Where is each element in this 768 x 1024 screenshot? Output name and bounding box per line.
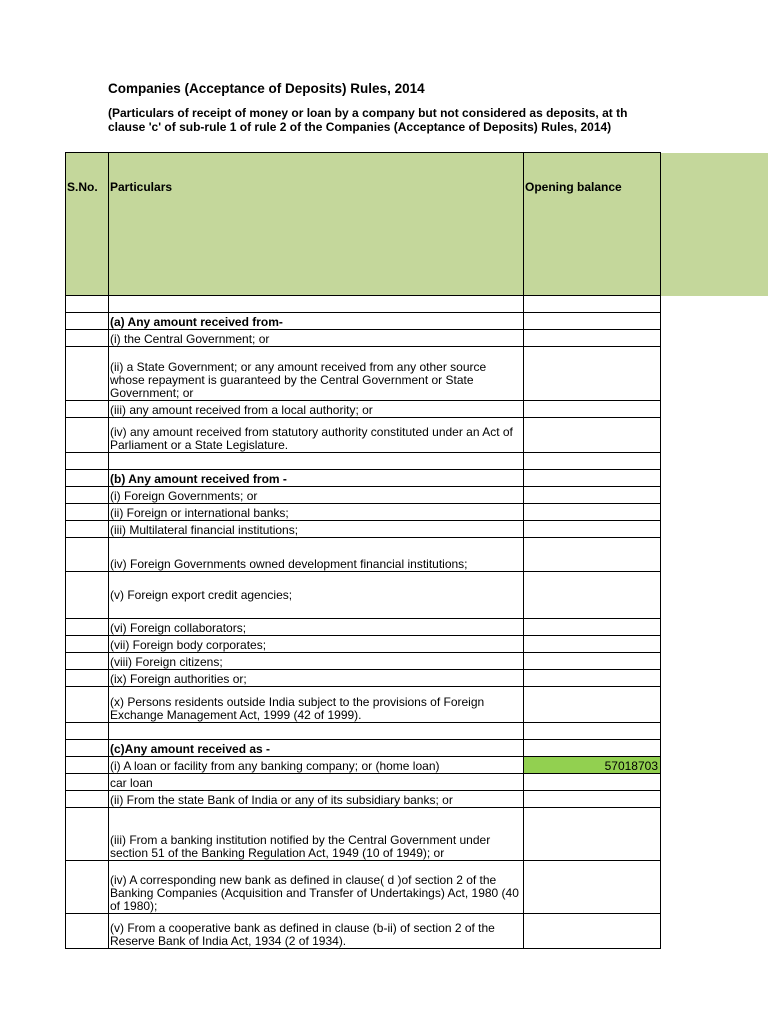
particulars-cell[interactable]: (v) Foreign export credit agencies; (109, 572, 524, 619)
particulars-cell[interactable]: car loan (109, 774, 524, 791)
particulars-cell[interactable]: (ii) Foreign or international banks; (109, 504, 524, 521)
particulars-header-cell[interactable] (109, 153, 524, 296)
table-row (66, 619, 661, 636)
opening-balance-cell[interactable] (524, 313, 661, 330)
sno-cell[interactable] (66, 330, 109, 347)
opening-balance-cell[interactable] (524, 740, 661, 757)
particulars-cell[interactable]: (iii) From a banking institution notified by the Central Government under section 51 of the Banking Regulation Act, 1949 (10 of 1949); or (109, 808, 524, 861)
opening-balance-cell[interactable] (524, 487, 661, 504)
particulars-cell[interactable]: (ii) a State Government; or any amount received from any other source whose repayment is guaranteed by the Central Government or State Government; or (109, 347, 524, 401)
particulars-cell[interactable]: (iv) any amount received from statutory authority constituted under an Act of Parliament or a State Legislature. (109, 418, 524, 453)
opening-balance-cell[interactable] (524, 653, 661, 670)
opening-balance-cell[interactable] (524, 330, 661, 347)
opening-balance-cell[interactable] (524, 453, 661, 470)
sno-cell[interactable] (66, 723, 109, 740)
particulars-cell[interactable]: (b) Any amount received from - (109, 470, 524, 487)
sno-cell[interactable] (66, 401, 109, 418)
table-row (66, 521, 661, 538)
opening-balance-cell[interactable] (524, 470, 661, 487)
sno-header-cell[interactable] (66, 153, 109, 296)
sno-cell[interactable] (66, 636, 109, 653)
particulars-cell[interactable]: (ix) Foreign authorities or; (109, 670, 524, 687)
deposits-table (65, 152, 661, 949)
opening-balance-cell[interactable]: 57018703 (524, 757, 661, 774)
table-row (66, 347, 661, 401)
opening-balance-cell[interactable] (524, 504, 661, 521)
particulars-cell[interactable]: (iii) Multilateral financial institutions; (109, 521, 524, 538)
particulars-cell[interactable]: (i) Foreign Governments; or (109, 487, 524, 504)
particulars-cell[interactable] (109, 723, 524, 740)
table-row (66, 636, 661, 653)
particulars-cell[interactable]: (x) Persons residents outside India subject to the provisions of Foreign Exchange Management Act, 1999 (42 of 1999). (109, 687, 524, 723)
particulars-cell[interactable]: (viii) Foreign citizens; (109, 653, 524, 670)
particulars-cell[interactable]: (vii) Foreign body corporates; (109, 636, 524, 653)
table-row (66, 453, 661, 470)
opening-balance-cell[interactable] (524, 861, 661, 914)
table-row (66, 757, 661, 774)
opening-balance-cell[interactable] (524, 619, 661, 636)
opening-balance-cell[interactable] (524, 572, 661, 619)
opening-balance-cell[interactable] (524, 791, 661, 808)
table-row (66, 538, 661, 572)
sno-cell[interactable] (66, 619, 109, 636)
table-row (66, 418, 661, 453)
sno-cell[interactable] (66, 470, 109, 487)
subtitle-line-1: (Particulars of receipt of money or loan by a company but not considered as deposits, at th (108, 106, 628, 120)
table-row (66, 670, 661, 687)
sno-cell[interactable] (66, 572, 109, 619)
table-row (66, 313, 661, 330)
table-row (66, 296, 661, 313)
opening-balance-cell[interactable] (524, 774, 661, 791)
sno-cell[interactable] (66, 487, 109, 504)
opening-balance-header: Opening balance (525, 180, 622, 194)
table-row (66, 330, 661, 347)
particulars-cell[interactable] (109, 296, 524, 313)
spreadsheet-grid (65, 152, 658, 952)
particulars-header: Particulars (110, 180, 173, 194)
table-row (66, 504, 661, 521)
sno-cell[interactable] (66, 774, 109, 791)
opening-balance-cell[interactable] (524, 670, 661, 687)
particulars-cell[interactable] (109, 453, 524, 470)
sno-header: S.No. (67, 180, 98, 194)
document-subtitle (108, 106, 638, 134)
opening-balance-header-cell[interactable] (524, 153, 661, 296)
sno-cell[interactable] (66, 757, 109, 774)
table-row (66, 401, 661, 418)
particulars-cell[interactable]: (vi) Foreign collaborators; (109, 619, 524, 636)
opening-balance-cell[interactable] (524, 914, 661, 949)
sno-cell[interactable] (66, 418, 109, 453)
particulars-cell[interactable]: (i) A loan or facility from any banking company; or (home loan) (109, 757, 524, 774)
table-row (66, 653, 661, 670)
opening-balance-cell[interactable] (524, 347, 661, 401)
opening-balance-cell[interactable] (524, 296, 661, 313)
sno-cell[interactable] (66, 791, 109, 808)
table-row (66, 470, 661, 487)
particulars-cell[interactable]: (iv) A corresponding new bank as defined in clause( d )of section 2 of the Banking Companies (Acquisition and Transfer of Undertakings) Act, 1980 (40 of 1980); (109, 861, 524, 914)
table-row (66, 487, 661, 504)
sno-cell[interactable] (66, 740, 109, 757)
opening-balance-cell[interactable] (524, 687, 661, 723)
sno-cell[interactable] (66, 453, 109, 470)
table-row (66, 687, 661, 723)
table-row (66, 808, 661, 861)
sno-cell[interactable] (66, 313, 109, 330)
opening-balance-cell[interactable] (524, 401, 661, 418)
opening-balance-cell[interactable] (524, 521, 661, 538)
subtitle-line-2: clause 'c' of sub-rule 1 of rule 2 of the Companies (Acceptance of Deposits) Rules, 2014) (108, 120, 612, 134)
sno-cell[interactable] (66, 687, 109, 723)
sno-cell[interactable] (66, 296, 109, 313)
table-row (66, 740, 661, 757)
sno-cell[interactable] (66, 670, 109, 687)
table-row (66, 791, 661, 808)
particulars-cell[interactable]: (a) Any amount received from- (109, 313, 524, 330)
header-row (66, 153, 661, 296)
table-row (66, 572, 661, 619)
sno-cell[interactable] (66, 347, 109, 401)
sno-cell[interactable] (66, 538, 109, 572)
opening-balance-cell[interactable] (524, 723, 661, 740)
sno-cell[interactable] (66, 914, 109, 949)
document-title: Companies (Acceptance of Deposits) Rules, 2014 (108, 81, 425, 96)
sno-cell[interactable] (66, 861, 109, 914)
opening-balance-cell[interactable] (524, 636, 661, 653)
table-row (66, 861, 661, 914)
sno-cell[interactable] (66, 504, 109, 521)
table-row (66, 774, 661, 791)
particulars-cell[interactable]: (c)Any amount received as - (109, 740, 524, 757)
opening-balance-cell[interactable] (524, 418, 661, 453)
table-row (66, 723, 661, 740)
particulars-cell[interactable]: (iv) Foreign Governments owned development financial institutions; (109, 538, 524, 572)
opening-balance-cell[interactable] (524, 808, 661, 861)
sno-cell[interactable] (66, 653, 109, 670)
particulars-cell[interactable]: (ii) From the state Bank of India or any of its subsidiary banks; or (109, 791, 524, 808)
particulars-cell[interactable]: (i) the Central Government; or (109, 330, 524, 347)
particulars-cell[interactable]: (v) From a cooperative bank as defined in clause (b-ii) of section 2 of the Reserve Bank of India Act, 1934 (2 of 1934). (109, 914, 524, 949)
opening-balance-cell[interactable] (524, 538, 661, 572)
table-row (66, 914, 661, 949)
particulars-cell[interactable]: (iii) any amount received from a local authority; or (109, 401, 524, 418)
sno-cell[interactable] (66, 521, 109, 538)
sno-cell[interactable] (66, 808, 109, 861)
